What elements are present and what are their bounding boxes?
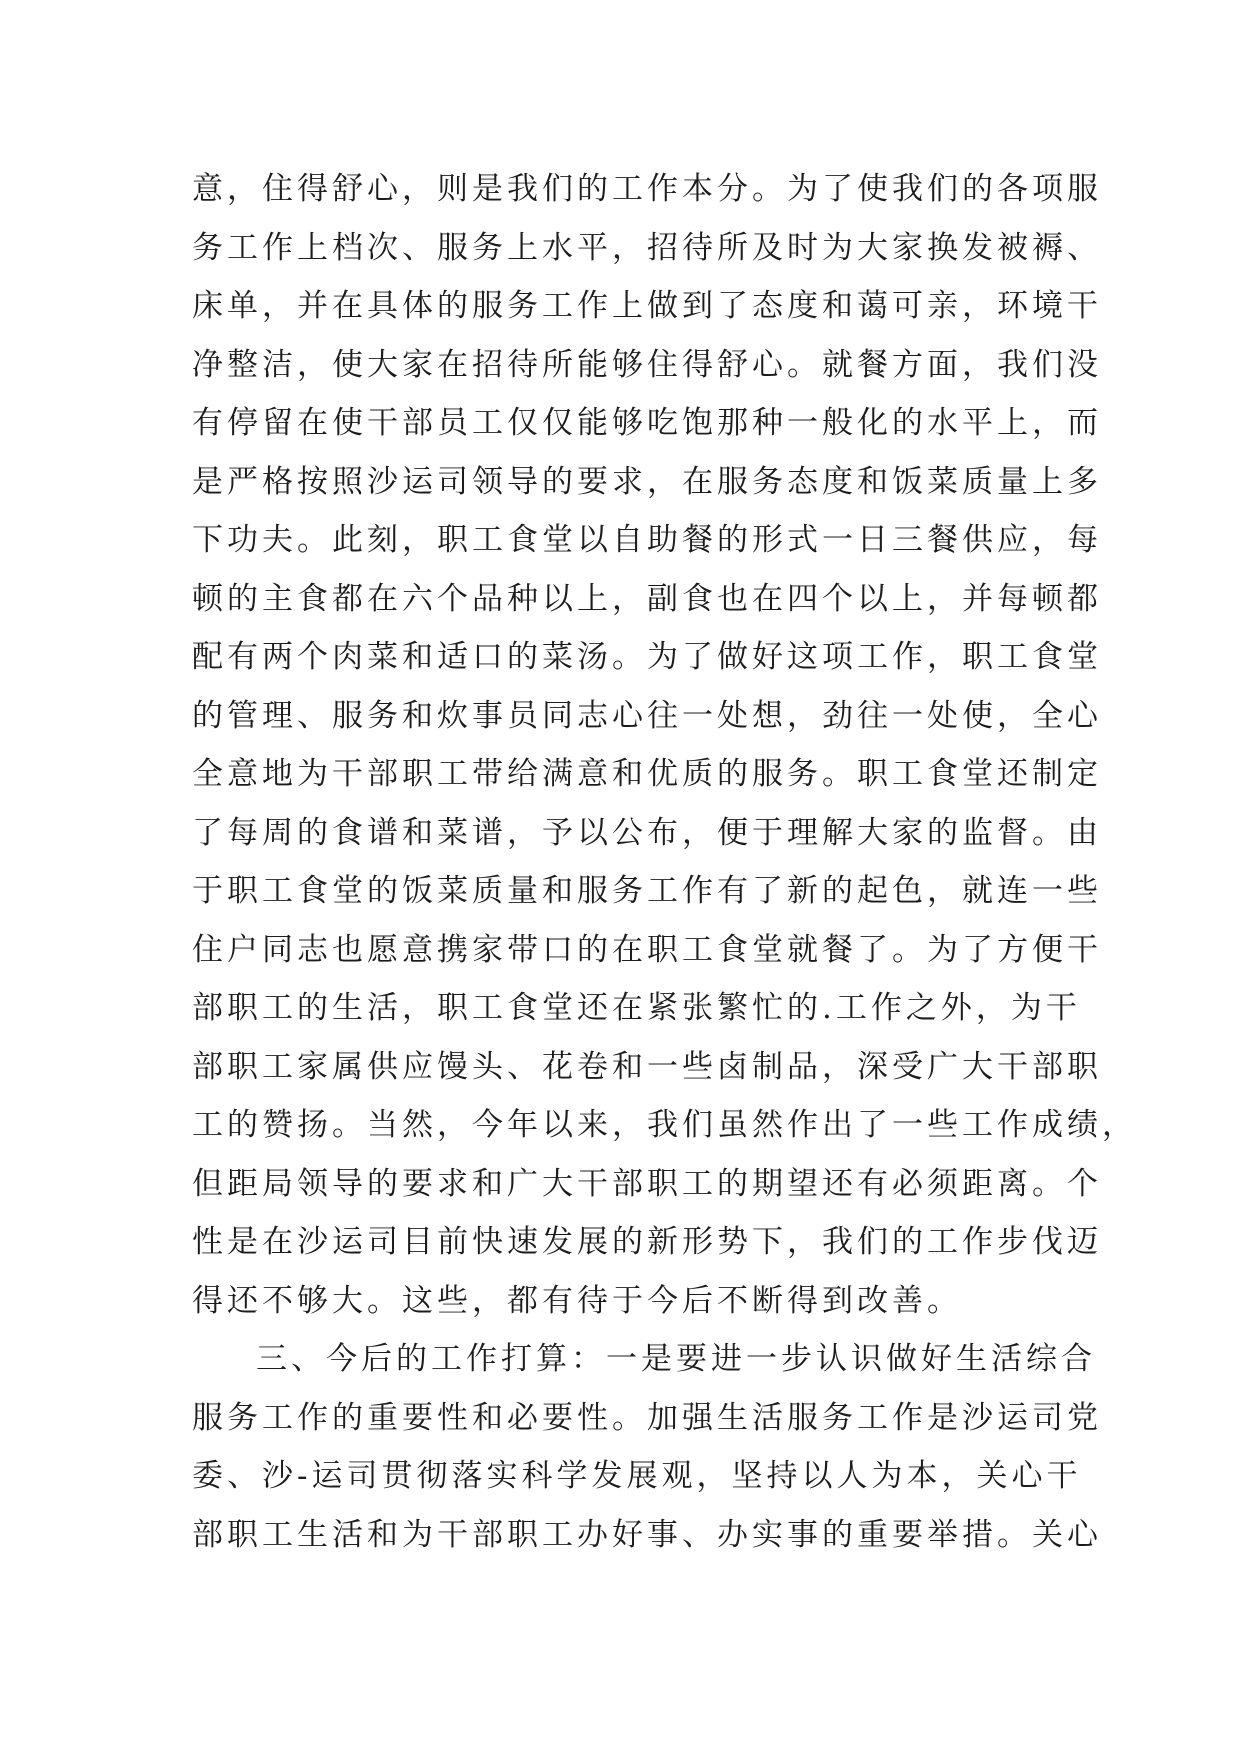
text-line: 务工作上档次、服务上水平，招待所及时为大家换发被褥、 [192,229,1102,266]
text-line: 部职工的生活，职工食堂还在紧张繁忙的.工作之外，为干 [192,990,1081,1026]
text-line: 得还不够大。这些，都有待于今后不断得到改善。 [192,1282,962,1319]
text-line: 的管理、服务和炊事员同志心往一处想，劲往一处使，全心 [192,697,1102,734]
text-line: 工的赞扬。当然，今年以来，我们虽然作出了一些工作成绩， [192,1107,1137,1143]
text-line: 部职工家属供应馒头、花卷和一些卤制品，深受广大干部职 [192,1048,1102,1085]
text-line: 有停留在使干部员工仅仅能够吃饱那种一般化的水平上，而 [192,405,1102,441]
text-line: 意，住得舒心，则是我们的工作本分。为了使我们的各项服 [192,171,1102,207]
text-line: 配有两个肉菜和适口的菜汤。为了做好这项工作，职工食堂 [192,639,1102,675]
text-line: 性是在沙运司目前快速发展的新形势下，我们的工作步伐迈 [192,1224,1102,1260]
text-line: 部职工生活和为干部职工办好事、办实事的重要举措。关心 [192,1516,1102,1553]
text-line: 但距局领导的要求和广大干部职工的期望还有必须距离。个 [192,1165,1102,1202]
text-line: 服务工作的重要性和必要性。加强生活服务工作是沙运司党 [192,1399,1102,1436]
text-line: 净整洁，使大家在招待所能够住得舒心。就餐方面，我们没 [192,346,1102,383]
section-heading-line: 三、今后的工作打算：一是要进一步认识做好生活综合 [256,1341,1096,1377]
text-line: 住户同志也愿意携家带口的在职工食堂就餐了。为了方便干 [192,931,1102,968]
text-line: 了每周的食谱和菜谱，予以公布，便于理解大家的监督。由 [192,814,1102,851]
text-line: 下功夫。此刻，职工食堂以自助餐的形式一日三餐供应，每 [192,522,1102,558]
text-line: 于职工食堂的饭菜质量和服务工作有了新的起色，就连一些 [192,873,1102,909]
text-line: 委、沙-运司贯彻落实科学发展观，坚持以人为本，关心干 [192,1458,1082,1494]
text-line: 顿的主食都在六个品种以上，副食也在四个以上，并每顿都 [192,580,1102,617]
text-line: 床单，并在具体的服务工作上做到了态度和蔼可亲，环境干 [192,288,1102,324]
text-line: 全意地为干部职工带给满意和优质的服务。职工食堂还制定 [192,756,1102,792]
text-line: 是严格按照沙运司领导的要求，在服务态度和饭菜质量上多 [192,463,1102,500]
body-text [192,160,1137,1564]
